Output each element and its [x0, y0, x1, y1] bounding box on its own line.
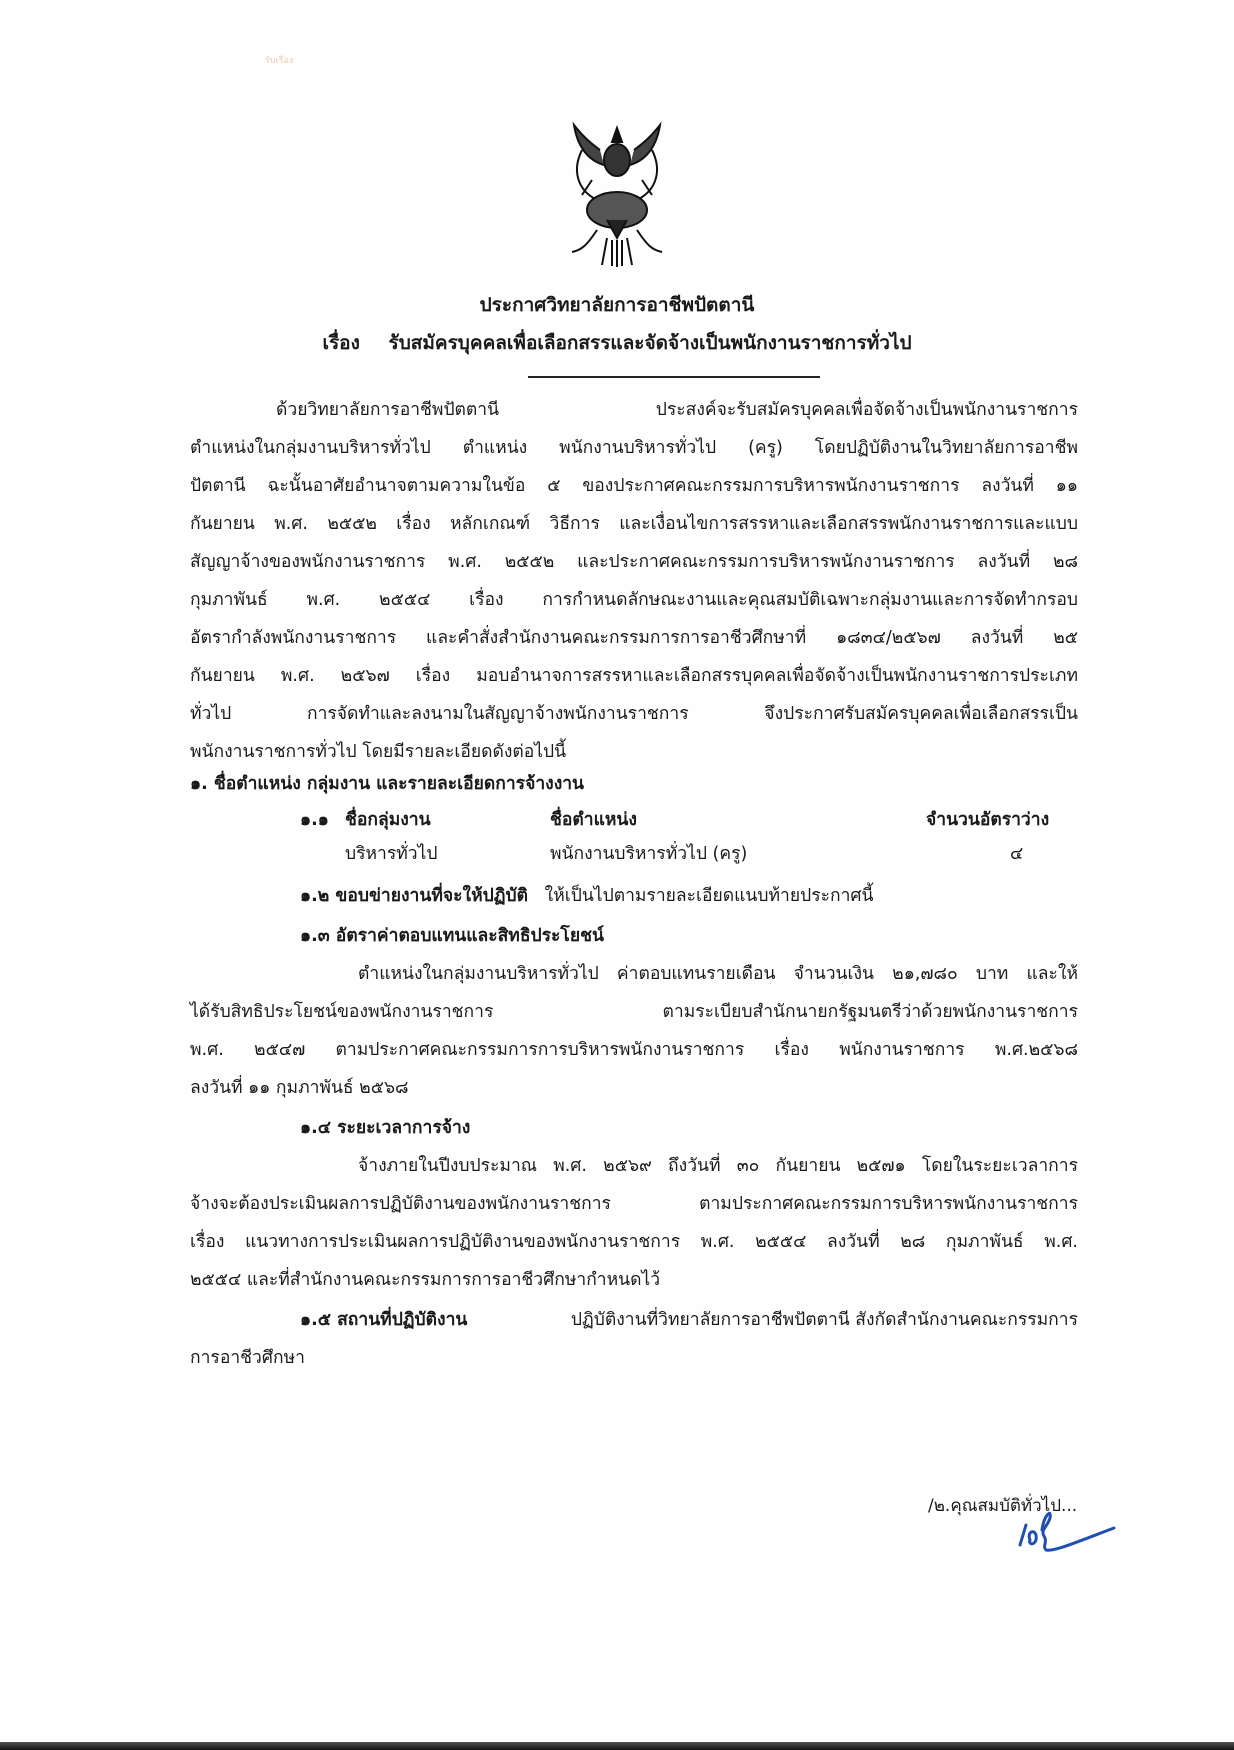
col-header-vacancies: จำนวนอัตราว่าง [926, 810, 1050, 830]
section-1-heading: ๑. ชื่อตำแหน่ง กลุ่มงาน และรายละเอียดการจ้างงาน [190, 774, 585, 794]
garuda-emblem-icon [562, 120, 672, 270]
intro-line: กันยายน พ.ศ. ๒๕๖๗ เรื่อง มอบอำนาจการสรรหาและเลือกสรรบุคคลเพื่อจัดจ้างเป็นพนักงานราชการประเภท [190, 666, 1078, 686]
s1-5-row [300, 1308, 1078, 1332]
intro-line: พนักงานราชการทั่วไป โดยมีรายละเอียดดังต่อไปนี้ [190, 742, 567, 762]
s1-3-line: ตำแหน่งในกลุ่มงานบริหารทั่วไป ค่าตอบแทนรายเดือน จำนวนเงิน ๒๑,๗๘๐ บาท และให้ [358, 964, 1078, 984]
s1-3-line: พ.ศ. ๒๕๔๗ ตามประกาศคณะกรรมการการบริหารพนักงานราชการ เรื่อง พนักงานราชการ พ.ศ.๒๕๖๘ [190, 1040, 1078, 1060]
title-divider [528, 376, 820, 378]
intro-line: ตำแหน่งในกลุ่มงานบริหารทั่วไป ตำแหน่ง พนักงานบริหารทั่วไป (ครู) โดยปฏิบัติงานในวิทยาลัยการอาชีพ [190, 438, 1078, 458]
subject-text: รับสมัครบุคคลเพื่อเลือกสรรและจัดจ้างเป็นพนักงานราชการทั่วไป [388, 332, 912, 354]
scan-bottom-edge [0, 1742, 1234, 1750]
intro-line: ทั่วไป การจัดทำและลงนามในสัญญาจ้างพนักงานราชการ จึงประกาศรับสมัครบุคคลเพื่อเลือกสรรเป็น [190, 704, 1078, 724]
subject-label: เรื่อง [322, 332, 360, 354]
intro-line: กันยายน พ.ศ. ๒๕๕๒ เรื่อง หลักเกณฑ์ วิธีการ และเงื่อนไขการสรรหาและเลือกสรรพนักงานราชการและแบบ [190, 514, 1078, 534]
cell-vacancies: ๔ [1010, 844, 1024, 864]
continued-next-page: /๒.คุณสมบัติทั่วไป... [928, 1496, 1078, 1516]
announcement-title: ประกาศวิทยาลัยการอาชีพปัตตานี [479, 294, 755, 316]
s1-4-heading: ๑.๔ ระยะเวลาการจ้าง [300, 1118, 471, 1138]
s1-2-text: ให้เป็นไปตามรายละเอียดแนบท้ายประกาศนี้ [544, 886, 874, 906]
s1-2-heading: ๑.๒ ขอบข่ายงานที่จะให้ปฏิบัติ [300, 886, 528, 906]
s1-4-line: จ้างจะต้องประเมินผลการปฏิบัติงานของพนักงานราชการ ตามประกาศคณะกรรมการบริหารพนักงานราชการ [190, 1194, 1078, 1214]
col-header-group: ชื่อกลุ่มงาน [345, 810, 431, 830]
intro-line: อัตรากำลังพนักงานราชการ และคำสั่งสำนักงานคณะกรรมการการอาชีวศึกษาที่ ๑๘๓๔/๒๕๖๗ ลงวันที่ ๒๕ [190, 628, 1078, 648]
s1-2-row [300, 884, 874, 908]
s1-5-line: การอาชีวศึกษา [190, 1348, 305, 1368]
s1-5-text: ปฏิบัติงานที่วิทยาลัยการอาชีพปัตตานี สังกัดสำนักงานคณะกรรมการ [570, 1310, 1078, 1330]
cell-position: พนักงานบริหารทั่วไป (ครู) [550, 844, 748, 864]
cell-group: บริหารทั่วไป [345, 844, 438, 864]
initials-signature-icon [1012, 1500, 1122, 1560]
s1-4-line: ๒๕๕๔ และที่สำนักงานคณะกรรมการการอาชีวศึกษากำหนดไว้ [190, 1270, 661, 1290]
received-stamp: รับเรื่อง [265, 56, 294, 66]
s1-4-line: เรื่อง แนวทางการประเมินผลการปฏิบัติงานของพนักงานราชการ พ.ศ. ๒๕๕๔ ลงวันที่ ๒๘ กุมภาพันธ์ พ.ศ. [190, 1232, 1078, 1252]
intro-line: สัญญาจ้างของพนักงานราชการ พ.ศ. ๒๕๕๒ และประกาศคณะกรรมการบริหารพนักงานราชการ ลงวันที่ ๒๘ [190, 552, 1078, 572]
s1-5-heading: ๑.๕ สถานที่ปฏิบัติงาน [300, 1310, 468, 1330]
intro-line: ปัตตานี ฉะนั้นอาศัยอำนาจตามความในข้อ ๕ ของประกาศคณะกรรมการบริหารพนักงานราชการ ลงวันที่ ๑๑ [190, 476, 1078, 496]
s1-3-line: ได้รับสิทธิประโยชน์ของพนักงานราชการ ตามระเบียบสำนักนายกรัฐมนตรีว่าด้วยพนักงานราชการ [190, 1002, 1078, 1022]
s1-3-heading: ๑.๓ อัตราค่าตอบแทนและสิทธิประโยชน์ [300, 926, 604, 946]
s1-3-line: ลงวันที่ ๑๑ กุมภาพันธ์ ๒๕๖๘ [190, 1078, 409, 1098]
intro-line: กุมภาพันธ์ พ.ศ. ๒๕๕๔ เรื่อง การกำหนดลักษณะงานและคุณสมบัติเฉพาะกลุ่มงานและการจัดทำกรอบ [190, 590, 1078, 610]
announcement-subject [0, 328, 1234, 358]
s1-1-number: ๑.๑ [300, 810, 329, 830]
col-header-position: ชื่อตำแหน่ง [550, 810, 637, 830]
s1-4-line: จ้างภายในปีงบประมาณ พ.ศ. ๒๕๖๙ ถึงวันที่ ๓๐ กันยายน ๒๕๗๑ โดยในระยะเวลาการ [358, 1156, 1078, 1176]
intro-line: ด้วยวิทยาลัยการอาชีพปัตตานี ประสงค์จะรับสมัครบุคคลเพื่อจัดจ้างเป็นพนักงานราชการ [276, 400, 1078, 420]
